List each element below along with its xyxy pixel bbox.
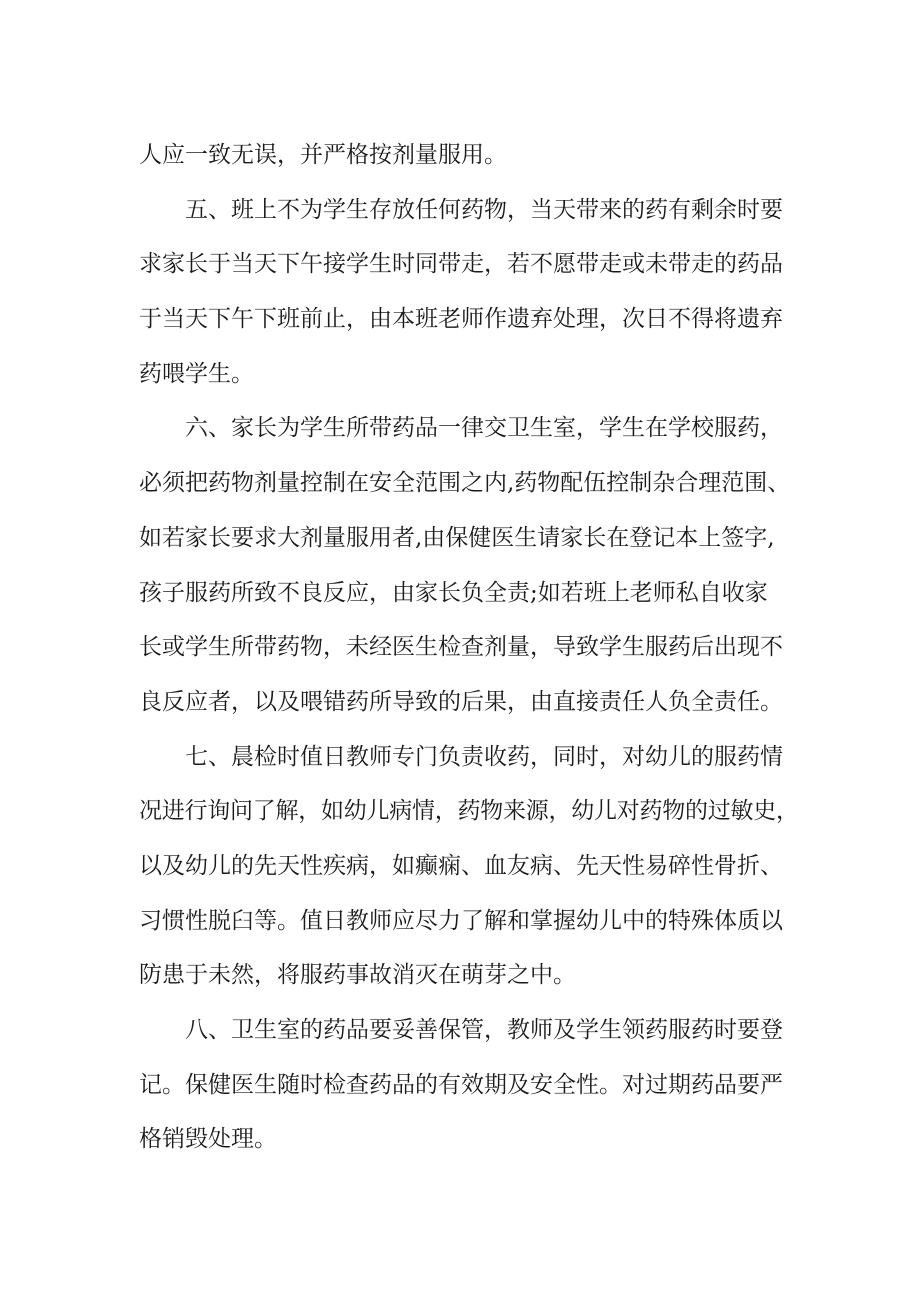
text-line: 防患于未然，将服药事故消灭在萌芽之中。 [139, 962, 576, 989]
text-line: 七、晨检时值日教师专门负责收药，同时，对幼儿的服药情 [185, 743, 783, 770]
text-line: 求家长于当天下午接学生时同带走，若不愿带走或未带走的药品 [139, 251, 783, 278]
text-line: 八、卫生室的药品要妥善保管，教师及学生领药服药时要登 [185, 1017, 783, 1043]
text-line: 良反应者，以及喂错药所导致的后果，由直接责任人负全责任。 [139, 688, 783, 715]
text-line: 必须把药物剂量控制在安全范围之内,药物配伍控制杂合理范围、 [139, 470, 791, 497]
paragraph-item-eight [139, 1003, 799, 1167]
text-line: 六、家长为学生所带药品一律交卫生室，学生在学校服药， [185, 415, 783, 442]
text-line: 格销毁处理。 [139, 1126, 277, 1153]
text-line: 人应一致无误，并严格按剂量服用。 [139, 142, 507, 168]
text-line: 五、班上不为学生存放任何药物，当天带来的药有剩余时要 [185, 196, 783, 223]
paragraph-item-five [139, 183, 799, 402]
text-line: 记。保健医生随时检查药品的有效期及安全性。对过期药品要严 [139, 1071, 783, 1098]
text-line: 以及幼儿的先天性疾病，如癫痫、血友病、先天性易碎性骨折、 [139, 852, 783, 879]
text-line: 药喂学生。 [139, 360, 254, 387]
text-line: 况进行询问了解，如幼儿病情，药物来源，幼儿对药物的过敏史， [139, 798, 799, 825]
paragraph-item-seven [139, 730, 799, 1003]
paragraph-item-six [139, 401, 799, 729]
text-line: 习惯性脱臼等。值日教师应尽力了解和掌握幼儿中的特殊体质以 [139, 907, 783, 934]
text-line: 于当天下午下班前止，由本班老师作遗弃处理，次日不得将遗弃 [139, 306, 783, 333]
text-line: 孩子服药所致不良反应，由家长负全责;如若班上老师私自收家 [139, 579, 768, 606]
text-line: 如若家长要求大剂量服用者,由保健医生请家长在登记本上签字, [139, 524, 775, 551]
document-body [139, 128, 799, 1167]
paragraph-continued [139, 128, 799, 183]
text-line: 长或学生所带药物，未经医生检查剂量，导致学生服药后出现不 [139, 634, 783, 661]
